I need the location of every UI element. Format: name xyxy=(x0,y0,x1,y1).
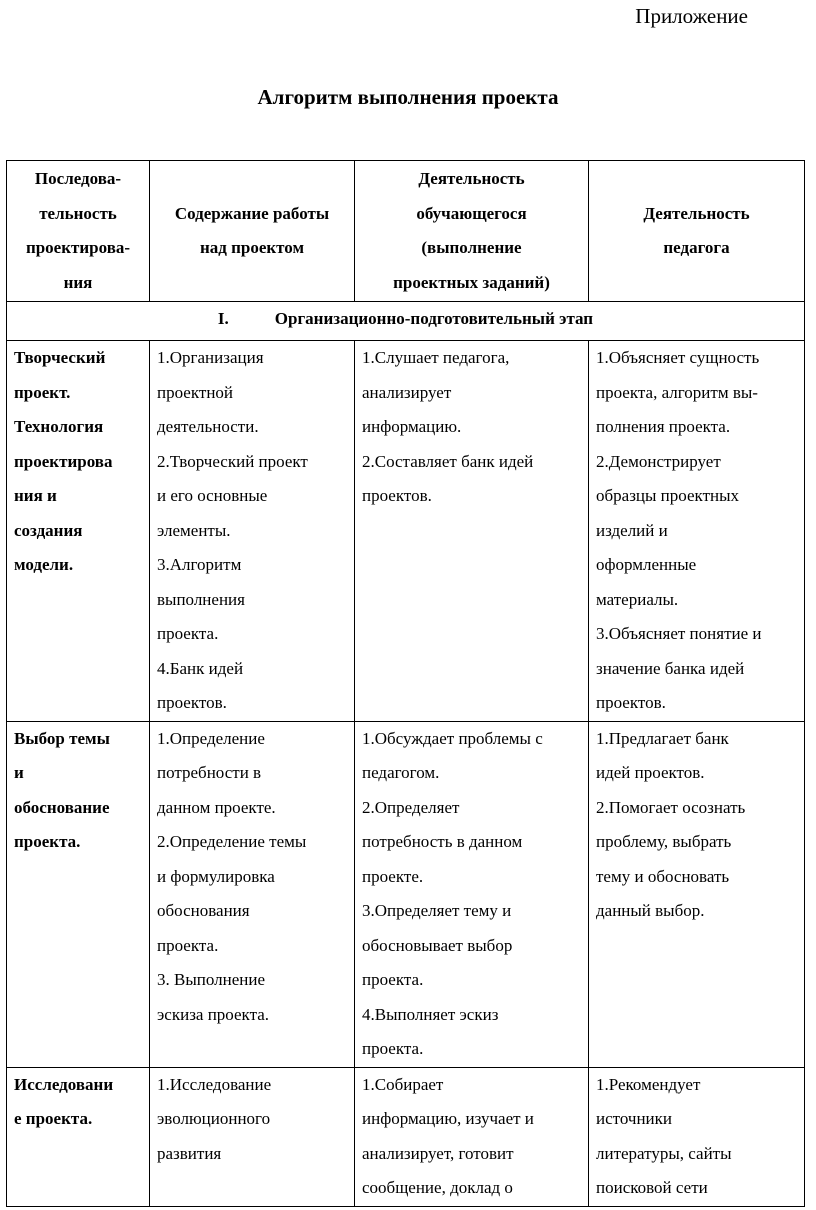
table-row xyxy=(7,721,805,1067)
cell-line: эскиза проекта. xyxy=(157,1004,270,1024)
table-row xyxy=(7,1067,805,1206)
teacher-cell xyxy=(589,721,805,1067)
cell-line: Технология xyxy=(14,417,104,436)
cell-line: 2.Составляет банк идей xyxy=(362,451,534,471)
header-content-line: над проектом xyxy=(199,238,305,257)
step-cell xyxy=(7,721,150,1067)
cell-line: развития xyxy=(157,1143,222,1163)
cell-line: сообщение, доклад о xyxy=(362,1178,513,1197)
cell-line: 1.Рекомендует xyxy=(596,1074,701,1094)
cell-line: 4.Банк идей xyxy=(157,658,244,678)
header-student xyxy=(355,161,589,302)
cell-line: 2.Демонстрирует xyxy=(596,451,721,471)
cell-line: 1.Определение xyxy=(157,728,265,748)
cell-line: информацию. xyxy=(362,417,462,436)
cell-line: значение банка идей xyxy=(596,658,745,678)
document-title: Алгоритм выполнения проекта xyxy=(257,85,559,109)
cell-line: Творческий xyxy=(14,348,106,367)
cell-line: потребности в xyxy=(157,763,262,782)
cell-line: деятельности. xyxy=(157,417,259,436)
cell-line: е проекта. xyxy=(14,1109,93,1128)
cell-line: 1.Обсуждает проблемы с xyxy=(362,728,543,748)
step-cell xyxy=(7,1067,150,1206)
header-student-line: проектных заданий) xyxy=(393,272,550,292)
cell-line: образцы проектных xyxy=(596,486,740,505)
cell-line: выполнения xyxy=(157,589,245,609)
cell-line: 1.Организация xyxy=(157,348,264,367)
cell-line: 3.Объясняет понятие и xyxy=(596,624,762,643)
cell-line: проекта. xyxy=(14,832,81,851)
header-content xyxy=(150,161,355,302)
cell-line: тему и обосновать xyxy=(596,866,730,886)
cell-line: 2.Определение темы xyxy=(157,832,307,851)
cell-line: проект. xyxy=(14,382,71,402)
cell-line: потребность в данном xyxy=(362,832,523,851)
cell-line: проектов. xyxy=(362,486,432,505)
cell-line: 2.Определяет xyxy=(362,797,460,817)
cell-line: 1.Предлагает банк xyxy=(596,728,729,748)
stage-number: I. xyxy=(217,309,229,328)
stage-row xyxy=(7,302,805,341)
content-cell xyxy=(150,341,355,722)
student-cell xyxy=(355,341,589,722)
cell-line: анализирует, готовит xyxy=(362,1143,514,1163)
header-teacher-line: педагога xyxy=(663,238,730,257)
cell-line: 3.Определяет тему и xyxy=(362,901,512,920)
cell-line: проектной xyxy=(157,382,234,402)
cell-line: источники xyxy=(596,1109,673,1128)
cell-line: проекта. xyxy=(157,624,219,643)
teacher-cell xyxy=(589,1067,805,1206)
cell-line: проектирова xyxy=(14,451,113,471)
cell-line: и его основные xyxy=(157,486,268,505)
header-student-line: обучающегося xyxy=(416,203,527,223)
cell-line: поисковой сети xyxy=(596,1178,708,1197)
header-step-line: проектирова- xyxy=(25,238,131,257)
cell-line: 3. Выполнение xyxy=(157,970,266,989)
content-cell xyxy=(150,721,355,1067)
cell-line: проекте. xyxy=(362,866,424,886)
appendix-label: Приложение xyxy=(635,4,748,28)
cell-line: Выбор темы xyxy=(14,728,110,748)
cell-line: 1.Исследование xyxy=(157,1074,272,1094)
cell-line: проекта, алгоритм вы- xyxy=(596,382,758,402)
stage-heading xyxy=(7,302,805,341)
project-algorithm-table xyxy=(6,160,805,1207)
header-step-line: Последова- xyxy=(34,169,122,188)
cell-line: педагогом. xyxy=(362,763,440,782)
header-row xyxy=(7,161,805,302)
cell-line: 4.Выполняет эскиз xyxy=(362,1004,499,1024)
content-cell xyxy=(150,1067,355,1206)
cell-line: и xyxy=(14,763,24,782)
cell-line: обоснования xyxy=(157,901,250,920)
cell-line: проблему, выбрать xyxy=(596,832,732,851)
cell-line: модели. xyxy=(14,555,74,574)
cell-line: данном проекте. xyxy=(157,797,276,817)
header-content-line: Содержание работы xyxy=(174,203,330,223)
cell-line: проекта. xyxy=(362,970,424,989)
header-step-line: тельность xyxy=(39,203,117,223)
step-cell xyxy=(7,341,150,722)
header-teacher-line: Деятельность xyxy=(643,203,750,223)
cell-line: создания xyxy=(14,520,83,540)
cell-line: 1.Объясняет сущность xyxy=(596,348,760,367)
cell-line: данный выбор. xyxy=(596,901,705,920)
cell-line: проекта. xyxy=(362,1039,424,1058)
cell-line: проектов. xyxy=(157,693,227,712)
cell-line: обоснование xyxy=(14,797,110,817)
cell-line: 1.Собирает xyxy=(362,1074,444,1094)
header-step-line: ния xyxy=(63,272,93,292)
stage-title: Организационно-подготовительный этап xyxy=(274,309,594,328)
cell-line: обосновывает выбор xyxy=(362,935,513,955)
header-step xyxy=(7,161,150,302)
cell-line: изделий и xyxy=(596,520,668,540)
cell-line: 3.Алгоритм xyxy=(157,555,242,574)
header-student-line: Деятельность xyxy=(418,169,525,188)
cell-line: 1.Слушает педагога, xyxy=(362,348,510,367)
cell-line: материалы. xyxy=(596,589,679,609)
cell-line: и формулировка xyxy=(157,866,275,886)
cell-line: Исследовани xyxy=(14,1074,114,1094)
teacher-cell xyxy=(589,341,805,722)
cell-line: оформленные xyxy=(596,555,697,574)
cell-line: 2.Помогает осознать xyxy=(596,797,746,817)
student-cell xyxy=(355,1067,589,1206)
header-student-line: (выполнение xyxy=(421,238,522,257)
cell-line: литературы, сайты xyxy=(596,1143,732,1163)
cell-line: 2.Творческий проект xyxy=(157,451,308,471)
cell-line: проектов. xyxy=(596,693,666,712)
cell-line: идей проектов. xyxy=(596,763,705,782)
cell-line: проекта. xyxy=(157,935,219,955)
student-cell xyxy=(355,721,589,1067)
cell-line: эволюционного xyxy=(157,1109,271,1128)
header-teacher xyxy=(589,161,805,302)
cell-line: полнения проекта. xyxy=(596,417,731,436)
cell-line: ния и xyxy=(14,486,57,505)
cell-line: анализирует xyxy=(362,382,452,402)
table-row xyxy=(7,341,805,722)
cell-line: элементы. xyxy=(157,520,231,540)
cell-line: информацию, изучает и xyxy=(362,1109,534,1128)
